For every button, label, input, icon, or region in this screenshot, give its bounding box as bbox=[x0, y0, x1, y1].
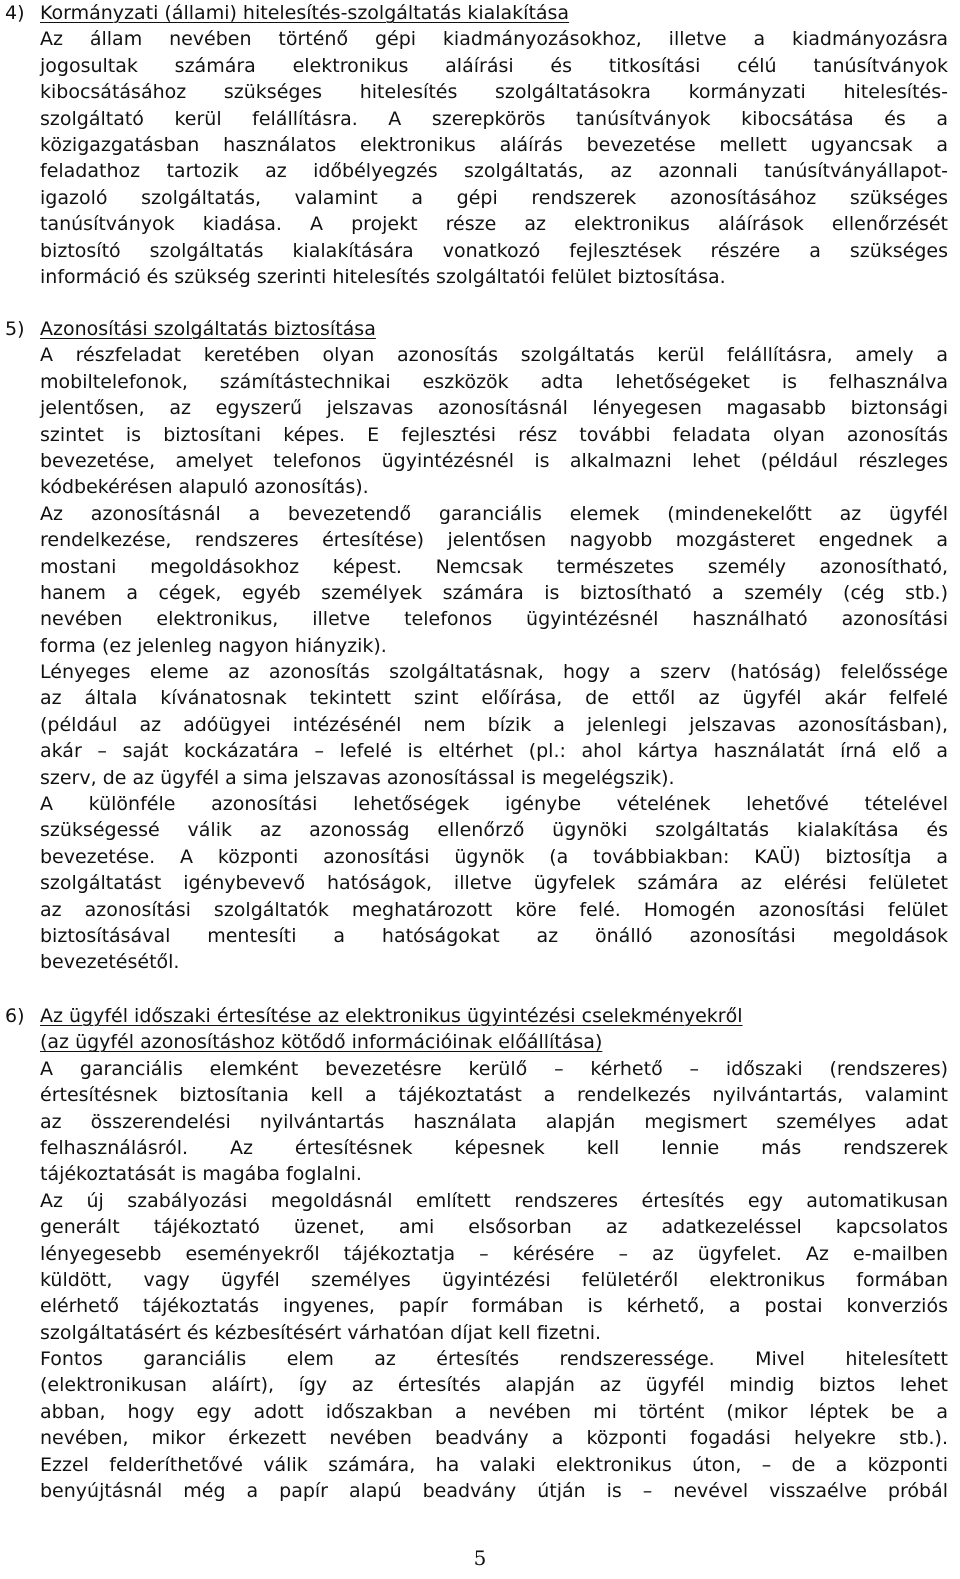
text-line: Lényeges eleme az azonosítás szolgáltatásnak, hogy a szerv (hatóság) felelőssége bbox=[40, 661, 948, 684]
page-number: 5 bbox=[473, 1546, 487, 1570]
text-line: nevében, mikor érkezett nevében beadvány a központi fogadási helyekre stb.). bbox=[40, 1427, 948, 1450]
text-line: szerv, de az ügyfél a sima jelszavas azonosítással is megelégszik). bbox=[40, 766, 675, 789]
text-line: (például az adóügyei intézésénél nem bízik a jelenlegi jelszavas azonosításban), bbox=[40, 713, 948, 736]
section-title-line: Azonosítási szolgáltatás biztosítása bbox=[40, 318, 376, 340]
text-line: Ezzel felderíthetővé válik számára, ha valaki elektronikus úton, – de a központi bbox=[40, 1453, 948, 1476]
text-line: nevében elektronikus, illetve telefonos ügyintézésnél használható azonosítási bbox=[40, 608, 948, 631]
text-line: szolgáltatásért és kézbesítésért várhatóan díjat kell fizetni. bbox=[40, 1321, 602, 1344]
text-line: az összerendelési nyilvántartás használata alapján megismert személyes adat bbox=[40, 1110, 948, 1133]
text-line: Az új szabályozási megoldásnál említett rendszeres értesítés egy automatikusan bbox=[40, 1189, 948, 1212]
text-line: jelentősen, az egyszerű jelszavas azonosításnál lényegesen magasabb biztonsági bbox=[40, 397, 948, 420]
section-paragraph bbox=[40, 26, 948, 290]
section-number: 4) bbox=[5, 2, 25, 24]
text-line: szolgáltatást igénybevevő hatóságok, illetve ügyfelek számára az elérési felületet bbox=[40, 872, 948, 895]
text-line: Az állam nevében történő gépi kiadmányozásokhoz, illetve a kiadmányozásra bbox=[40, 28, 948, 51]
text-line: mobiltelefonok, számítástechnikai eszközök adta lehetőségeket is felhasználva bbox=[40, 370, 948, 393]
section-title-line: Kormányzati (állami) hitelesítés-szolgáltatás kialakítása bbox=[40, 2, 570, 24]
text-line: hanem a cégek, egyéb személyek számára is biztosítható a személy (cég stb.) bbox=[40, 581, 948, 604]
text-line: az általa kívánatosnak tekintett szint előírása, de ettől az ügyfél akár felfelé bbox=[40, 687, 948, 710]
section-number: 5) bbox=[5, 318, 25, 340]
text-line: elérhető tájékoztatás ingyenes, papír formában is kérhető, a postai konverziós bbox=[40, 1295, 948, 1318]
text-line: A különféle azonosítási lehetőségek igénybe vételének lehetővé tételével bbox=[40, 793, 948, 816]
text-line: benyújtásnál még a papír alapú beadvány útján is – nevével visszaélve próbál bbox=[40, 1480, 948, 1503]
text-line: jogosultak számára elektronikus aláírási és titkosítási célú tanúsítványok bbox=[40, 54, 948, 77]
text-line: kódbekérésen alapuló azonosítás). bbox=[40, 476, 369, 499]
section-paragraph bbox=[40, 342, 948, 975]
section-title bbox=[40, 316, 948, 342]
text-line: kibocsátásához szükséges hitelesítés szolgáltatásokra kormányzati hitelesítés- bbox=[40, 81, 948, 104]
section-number: 6) bbox=[5, 1005, 25, 1027]
text-line: A garanciális elemként bevezetésre kerülő – kérhető – időszaki (rendszeres) bbox=[40, 1057, 948, 1080]
text-line: A részfeladat keretében olyan azonosítás szolgáltatás kerül felállításra, amely a bbox=[40, 344, 948, 367]
text-line: biztosításával mentesíti a hatóságokat az önálló azonosítási megoldások bbox=[40, 924, 948, 947]
text-line: szükségessé válik az azonosság ellenőrző ügynöki szolgáltatás kialakítása és bbox=[40, 819, 948, 842]
text-line: lényegesebb eseményekről tájékoztatja – kérésére – az ügyfelet. Az e-mailben bbox=[40, 1242, 948, 1265]
text-line: szintet is biztosítani képes. E fejlesztési rész további feladata olyan azonosítás bbox=[40, 423, 948, 446]
section-title-line: Az ügyfél időszaki értesítése az elektronikus ügyintézési cselekményekről bbox=[40, 1005, 743, 1027]
text-line: mostani megoldásokhoz képest. Nemcsak természetes személy azonosítható, bbox=[40, 555, 948, 578]
text-line: tájékoztatását is magába foglalni. bbox=[40, 1163, 362, 1186]
section-body bbox=[40, 1003, 948, 1504]
section-title-line: (az ügyfél azonosításhoz kötődő információinak előállítása) bbox=[40, 1031, 603, 1054]
text-line: bevezetése, amelyet telefonos ügyintézésnél is alkalmazni lehet (például részleges bbox=[40, 449, 948, 472]
text-line: generált tájékoztató üzenet, ami elsősorban az adatkezeléssel kapcsolatos bbox=[40, 1216, 948, 1239]
text-line: értesítésnek biztosítania kell a tájékoztatást a rendelkezés nyilvántartás, valamint bbox=[40, 1084, 948, 1107]
text-line: küldött, vagy ügyfél személyes ügyintézési felületéről elektronikus formában bbox=[40, 1268, 948, 1291]
text-line: (elektronikusan aláírt), így az értesítés alapján az ügyfél mindig biztos lehet bbox=[40, 1374, 948, 1397]
text-line: feladathoz tartozik az időbélyegzés szolgáltatás, az azonnali tanúsítványállapot- bbox=[40, 160, 948, 183]
section-title bbox=[40, 1003, 948, 1056]
text-line: bevezetése. A központi azonosítási ügynök (a továbbiakban: KAÜ) biztosítja a bbox=[40, 845, 948, 868]
section-title bbox=[40, 0, 948, 26]
text-line: akár – saját kockázatára – lefelé is eltérhet (pl.: ahol kártya használatát írná elő a bbox=[40, 740, 948, 763]
text-line: az azonosítási szolgáltatók meghatározott köre felé. Homogén azonosítási felület bbox=[40, 898, 948, 921]
text-line: abban, hogy egy adott időszakban a nevében mi történt (mikor léptek be a bbox=[40, 1400, 948, 1423]
text-line: közigazgatásban használatos elektronikus aláírás bevezetése mellett ugyancsak a bbox=[40, 133, 948, 156]
text-line: biztosító szolgáltatás kialakítására vonatkozó fejlesztések részére a szükséges bbox=[40, 239, 948, 262]
text-line: felhasználásról. Az értesítésnek képesnek kell lennie más rendszerek bbox=[40, 1136, 948, 1159]
section-paragraph bbox=[40, 1056, 948, 1505]
text-line: bevezetésétől. bbox=[40, 951, 180, 974]
text-line: rendelkezése, rendszeres értesítése) jelentősen nagyobb mozgásteret engednek a bbox=[40, 529, 948, 552]
text-line: Az azonosításnál a bevezetendő garanciális elemek (mindenekelőtt az ügyfél bbox=[40, 502, 948, 525]
section-body bbox=[40, 0, 948, 290]
text-line: forma (ez jelenleg nagyon hiányzik). bbox=[40, 634, 387, 657]
text-line: tanúsítványok kiadása. A projekt része az elektronikus aláírások ellenőrzését bbox=[40, 213, 948, 236]
text-line: szolgáltató kerül felállításra. A szerepkörös tanúsítványok kibocsátása és a bbox=[40, 107, 948, 130]
text-line: Fontos garanciális elem az értesítés rendszeressége. Mivel hitelesített bbox=[40, 1348, 948, 1371]
text-line: információ és szükség szerinti hitelesítés szolgáltatói felület biztosítása. bbox=[40, 265, 726, 288]
section-body bbox=[40, 316, 948, 976]
text-line: igazoló szolgáltatás, valamint a gépi rendszerek azonosításához szükséges bbox=[40, 186, 948, 209]
